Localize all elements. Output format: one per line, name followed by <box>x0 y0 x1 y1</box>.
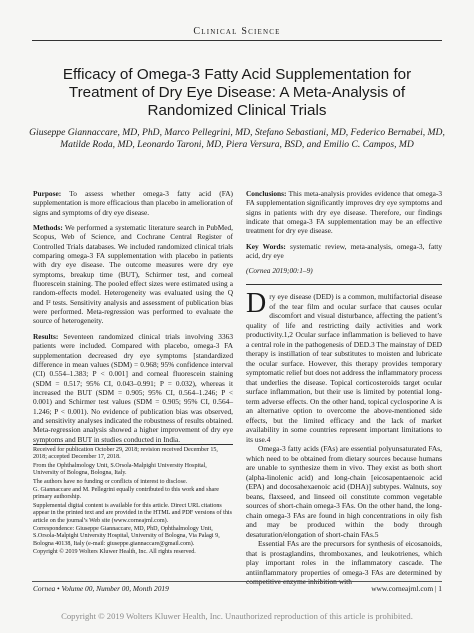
abstract-left <box>33 189 233 450</box>
results-label: Results: <box>33 331 59 341</box>
dropcap-letter: D <box>246 288 267 319</box>
journal-citation: (Cornea 2019;00:1–9) <box>246 266 313 276</box>
abstract-divider <box>246 284 442 285</box>
purpose-text: To assess whether omega-3 fatty acid (FA) supplementation is more efficacious than placebo in amelioration of signs and symptoms of dry eye disease. <box>33 189 233 217</box>
keywords-text: systematic review, meta-analysis, omega-3, fatty acid, dry eye <box>246 241 442 261</box>
footnotes <box>33 447 233 558</box>
footnote-funding: The authors have no funding or conflicts of interest to disclose. <box>33 478 188 485</box>
footer-journal-info: Cornea • Volume 00, Number 00, Month 2019 <box>33 584 169 593</box>
footer-page-number: www.corneajrnl.com | 1 <box>371 584 442 593</box>
abstract-keywords <box>246 242 442 261</box>
body-paragraph-1 <box>246 288 442 444</box>
footnote-correspondence: Correspondence: Giuseppe Giannaccare, MD, PhD, Ophthalmology Unit, S.Orsola-Malpighi University Hospital, University of Bologna, Via Palagi 9, Bologna 40138, Italy (e-mail: giuseppe.giannaccare@gmail.com). <box>33 526 220 547</box>
results-text: Seventeen randomized clinical trials involving 3363 patients were included. Compared with placebo, omega-3 FA supplementation decreased dry eye symptoms [standardized difference in mean values (SDM) = 0.968; 95% confidence interval (CI) 0.554–1.383; P < 0.001] and corneal fluorescein staining (SDM = 0.517; 95% CI, 0.043–0.991; P = 0.032), whereas it increased the BUT (SDM = 0.905; 95% CI, 0.564–1.246; P < 0.001) and Schirmer test values (SDM = 0.905; 95% CI, 0.564–1.246; P < 0.001). No evidence of publication bias was observed, and sensitivity analyses indicated the robustness of results obtained. Meta-regression analysis showed a higher improvement of dry eye symptoms and BUT in studies conducted in India. <box>33 331 233 444</box>
footnote-divider <box>33 444 233 445</box>
abstract-methods <box>33 223 233 326</box>
footnote-copyright: Copyright © 2019 Wolters Kluwer Health, Inc. All rights reserved. <box>33 549 196 556</box>
abstract-conclusions <box>246 189 442 236</box>
header-rule <box>32 40 442 41</box>
body-paragraph-1-text: ry eye disease (DED) is a common, multifactorial disease of the tear film and ocular surface that causes ocular discomfort and visual disturbance, affecting the patient’s quality of life and restricting daily activities and work productivity.1,2 Ocular surface inflammation is believed to have a central role in the pathogenesis of DED.3 The mainstay of DED therapy is instillation of tear substitutes to moisten and lubricate the ocular surface. However, this therapy provides temporary symptomatic relief but does not address the inflammatory process that underlies the disease. Topical corticosteroids target ocular surface inflammation, but their use is limited by potential long-term adverse effects. On the other hand, topical cyclosporine A is an alternative option to overcome the above-mentioned side effects, but the limited efficacy and the lack of market availability in some countries represent important limitations to its use.4 <box>246 292 442 444</box>
footnote-received: Received for publication October 29, 2018; revision received December 15, 2018; accepted December 17, 2018. <box>33 447 218 461</box>
conclusions-text: This meta-analysis provides evidence that omega-3 FA supplementation significantly improves dry eye symptoms and signs in patients with dry eye disease. Therefore, our findings indicate that omega-3 FA supplementation may be an effective treatment for dry eye disease. <box>246 189 442 236</box>
copyright-watermark: Copyright © 2019 Wolters Kluwer Health, Inc. Unauthorized reproduction of this article is prohibited. <box>61 611 413 621</box>
conclusions-label: Conclusions: <box>246 189 287 198</box>
methods-label: Methods: <box>33 223 63 233</box>
journal-section-header: Clinical Science <box>193 26 281 37</box>
abstract-purpose <box>33 189 233 217</box>
footnote-contribution: G. Giannaccare and M. Pellegrini equally contributed to this work and share primary authorship. <box>33 487 219 501</box>
body-paragraph-3: Essential FAs are the precursors for synthesis of eicosanoids, that is prostaglandins, thromboxanes, and leukotrienes, which play important roles in the inflammatory cascade. The antiinflammatory properties of omega-3 FAs are determined by competitive enzyme inhibition with <box>246 539 442 586</box>
purpose-label: Purpose: <box>33 189 62 198</box>
footnote-affiliation: From the Ophthalmology Unit, S.Orsola-Malpighi University Hospital, University of Bologna, Bologna, Italy. <box>33 462 207 477</box>
abstract-right <box>246 189 442 282</box>
footnote-supplemental: Supplemental digital content is available for this article. Direct URL citations appear in the printed text and are provided in the HTML and PDF versions of this article on the journal’s Web site (www.corneajrnl.com). <box>33 502 232 524</box>
body-paragraph-2: Omega-3 fatty acids (FAs) are essential polyunsaturated FAs, which need to be obtained from dietary sources because humans are unable to synthesize them in vivo. They exist as both short (alpha-linolenic acid) and long-chain [eicosapentaenoic acid (EPA) and docosahexaenoic acid (DHA)] subtypes. Walnuts, soy beans, flaxseed, and linseed oil constitute common vegetable sources of short-chain omega-3 FAs. On the other hand, the long-chain omega-3 FAs are found in high concentrations in oily fish and may be produced within the body through desaturation/elongation of short-chain FAs.5 <box>246 444 442 539</box>
methods-text: We performed a systematic literature search in PubMed, Scopus, Web of Science, and Cochrane Central Register of Controlled Trials databases. We included randomized clinical trials comparing omega-3 FA supplementation with placebo in patients with dry eye disease. The outcome measures were dry eye symptoms, breakup time (BUT), Schirmer test, and corneal fluorescein staining. The pooled effect sizes were estimated using a random-effects model. Heterogeneity was evaluated using the Q and I² tests. Sensitivity analysis and assessment of publication bias were performed. Meta-regression was performed to evaluate the source of heterogeneity. <box>33 223 233 326</box>
keywords-label: Key Words: <box>246 241 286 251</box>
article-authors: Giuseppe Giannaccare, MD, PhD, Marco Pellegrini, MD, Stefano Sebastiani, MD, Federico Bernabei, MD, Matilde Roda, MD, Leonardo Taroni, MD, Piera Versura, BSD, and Emilio C. Campos, MD <box>29 127 445 150</box>
article-title: Efficacy of Omega-3 Fatty Acid Supplementation for Treatment of Dry Eye Disease: A Meta-Analysis of Randomized Clinical Trials <box>62 66 412 119</box>
body-text <box>246 288 442 587</box>
abstract-results <box>33 332 233 444</box>
footer-rule <box>32 581 442 582</box>
